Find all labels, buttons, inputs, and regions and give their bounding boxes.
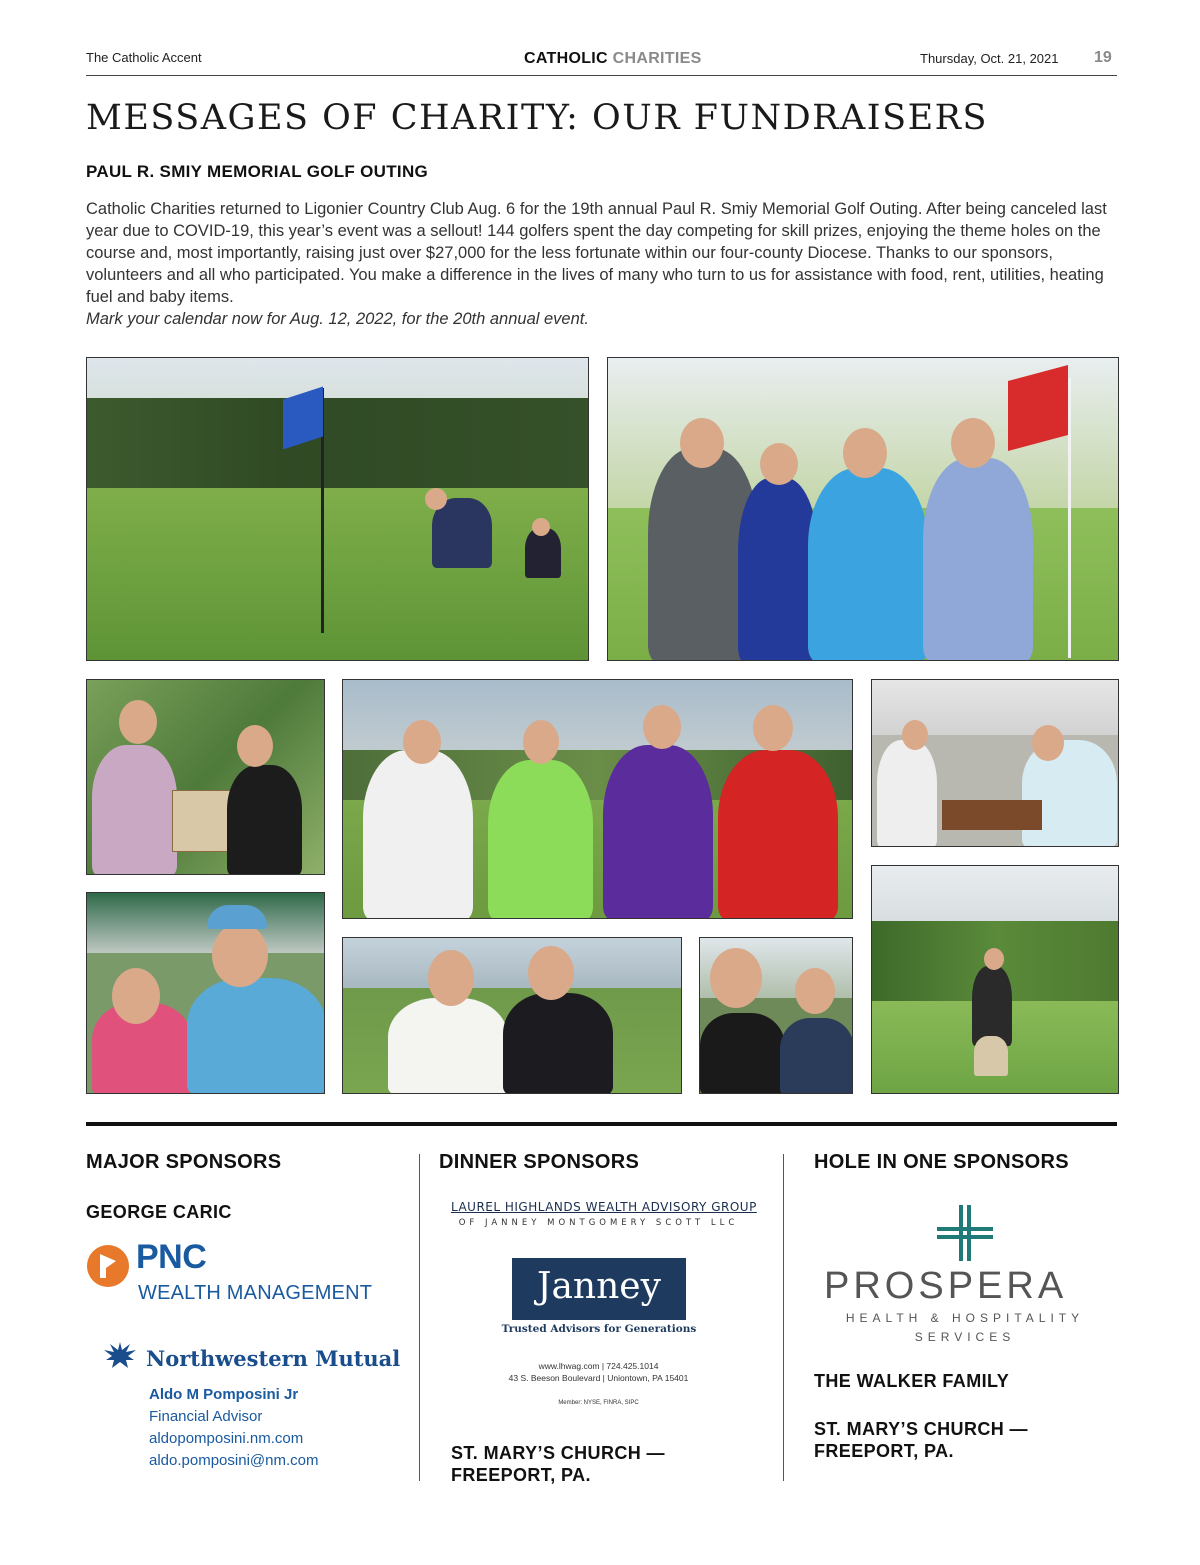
section-title bbox=[524, 50, 702, 68]
dinner-sponsors-heading: DINNER SPONSORS bbox=[439, 1151, 640, 1173]
hole-in-one-church-line-2: FREEPORT, PA. bbox=[814, 1441, 954, 1461]
article-closing: Mark your calendar now for Aug. 12, 2022, for the 20th annual event. bbox=[86, 310, 589, 328]
photo-golfer-tee-shot bbox=[871, 865, 1119, 1094]
article-body bbox=[86, 198, 1116, 330]
advisor-email[interactable]: aldo.pomposini@nm.com bbox=[149, 1452, 319, 1469]
janney-logo bbox=[512, 1258, 686, 1320]
advisor-contact bbox=[149, 1384, 318, 1472]
photo-buffet-line bbox=[871, 679, 1119, 847]
janney-member-line: Member: NYSE, FINRA, SIPC bbox=[558, 1400, 639, 1406]
hole-in-one-sponsors-heading: HOLE IN ONE SPONSORS bbox=[814, 1151, 1069, 1173]
pnc-mark-icon bbox=[86, 1244, 130, 1288]
laurel-highlands-group-subtitle: OF JANNEY MONTGOMERY SCOTT LLC bbox=[458, 1218, 739, 1228]
janney-contact-line-1: www.lhwag.com | 724.425.1014 bbox=[538, 1361, 659, 1371]
article-subtitle: PAUL R. SMIY MEMORIAL GOLF OUTING bbox=[86, 162, 429, 181]
prospera-logo-text: PROSPERA bbox=[824, 1265, 1068, 1307]
column-divider-2 bbox=[783, 1154, 784, 1481]
photo-four-golfers-red-flag bbox=[607, 357, 1119, 661]
page-number: 19 bbox=[1094, 49, 1112, 66]
northwestern-mutual-logo bbox=[100, 1340, 400, 1376]
advisor-name: Aldo M Pomposini Jr bbox=[149, 1386, 299, 1403]
northwestern-mutual-text: Northwestern Mutual bbox=[146, 1346, 401, 1371]
hole-in-one-sponsor-church bbox=[814, 1418, 1028, 1462]
section-title-bold: CATHOLIC bbox=[524, 50, 608, 67]
advisor-title: Financial Advisor bbox=[149, 1408, 263, 1425]
issue-date: Thursday, Oct. 21, 2021 bbox=[920, 51, 1059, 66]
photo-dessert-volunteers bbox=[86, 679, 325, 875]
photo-four-golfers-hillside bbox=[342, 679, 853, 919]
prospera-cross-icon bbox=[935, 1203, 995, 1263]
article-paragraph: Catholic Charities returned to Ligonier Country Club Aug. 6 for the 19th annual Paul R. Smiy Memorial Golf Outing. After being canceled last year due to COVID-19, this year’s event was a sellout! 144 golfers spent the day competing for skill prizes, enjoying the theme holes on the course and, most importantly, raising just over $27,000 for the less fortunate within our four-county Diocese. Thanks to our sponsors, volunteers and all who participated. You make a difference in the lives of many who turn to us for assistance with food, rent, utilities, heating fuel and baby items. bbox=[86, 200, 1107, 306]
dinner-sponsor-church bbox=[451, 1442, 665, 1486]
advisor-website[interactable]: aldopomposini.nm.com bbox=[149, 1430, 304, 1447]
photo-couple bbox=[86, 892, 325, 1094]
dinner-church-line-2: FREEPORT, PA. bbox=[451, 1465, 591, 1485]
hole-in-one-church-line-1: ST. MARY’S CHURCH — bbox=[814, 1419, 1028, 1439]
janney-contact-line-2: 43 S. Beeson Boulevard | Uniontown, PA 15401 bbox=[508, 1373, 689, 1383]
photo-two-golfers-sunglasses bbox=[699, 937, 853, 1094]
photo-putting-green bbox=[86, 357, 589, 661]
prospera-logo-subtext-2: SERVICES bbox=[914, 1330, 1016, 1344]
pnc-logo-subtext: WEALTH MANAGEMENT bbox=[138, 1282, 373, 1304]
prospera-logo-subtext-1: HEALTH & HOSPITALITY bbox=[845, 1311, 1085, 1325]
publication-name: The Catholic Accent bbox=[86, 50, 202, 65]
header-rule bbox=[86, 75, 1117, 76]
photo-bishop-pope-cutout bbox=[342, 937, 682, 1094]
sponsors-divider bbox=[86, 1122, 1117, 1126]
page-title: MESSAGES OF CHARITY: OUR FUNDRAISERS bbox=[86, 98, 988, 138]
janney-logo-text: Janney bbox=[537, 1266, 661, 1307]
laurel-highlands-group-name: LAUREL HIGHLANDS WEALTH ADVISORY GROUP bbox=[451, 1200, 757, 1214]
pnc-logo bbox=[86, 1238, 406, 1306]
sponsor-george-caric: GEORGE CARIC bbox=[86, 1202, 232, 1222]
dinner-church-line-1: ST. MARY’S CHURCH — bbox=[451, 1443, 665, 1463]
pnc-logo-text: PNC bbox=[136, 1238, 207, 1276]
prospera-logo bbox=[814, 1203, 1116, 1348]
column-divider-1 bbox=[419, 1154, 420, 1481]
section-title-light: CHARITIES bbox=[612, 50, 702, 67]
major-sponsors-heading: MAJOR SPONSORS bbox=[86, 1151, 282, 1173]
sponsor-walker-family: THE WALKER FAMILY bbox=[814, 1371, 1010, 1391]
northwestern-mutual-emblem-icon bbox=[100, 1340, 140, 1372]
janney-tagline: Trusted Advisors for Generations bbox=[501, 1323, 697, 1335]
